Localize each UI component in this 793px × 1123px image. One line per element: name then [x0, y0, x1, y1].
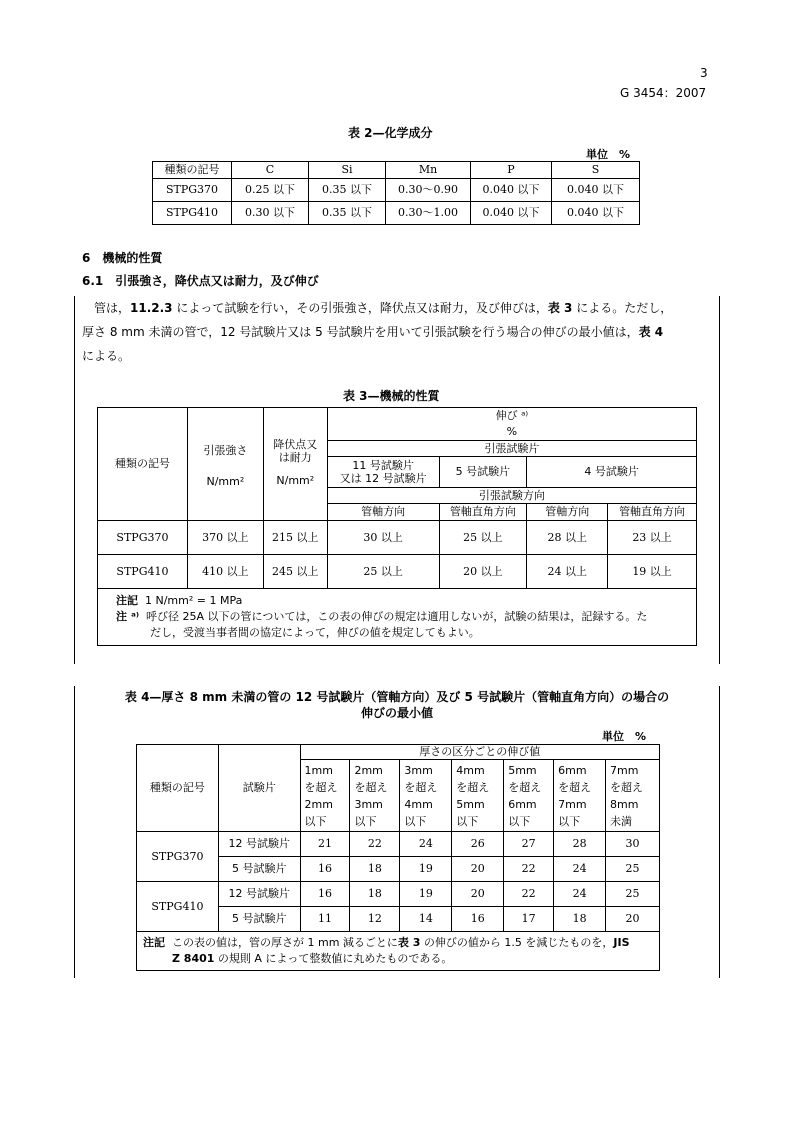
table3-cell: 25 以上 — [439, 521, 527, 555]
table4-header-specimen: 試験片 — [218, 745, 300, 832]
table4-cell: 18 — [350, 882, 400, 907]
table-row — [137, 882, 660, 907]
table3-header-yield — [263, 408, 327, 521]
table4-cell: 22 — [504, 857, 554, 882]
table4-specimen-cell: 5 号試験片 — [218, 857, 300, 882]
table4-cell: 19 — [400, 882, 452, 907]
revision-bar-left — [74, 686, 75, 978]
table4-title — [82, 689, 712, 721]
table4-cell: 22 — [504, 882, 554, 907]
table-ref: 表 3 — [547, 301, 573, 315]
table4-specimen-cell: 12 号試験片 — [218, 832, 300, 857]
table2-cell: 0.30～0.90 — [386, 179, 471, 202]
table2-cell: STPG370 — [153, 179, 232, 202]
table3-tensile-label: 引張強さ — [203, 444, 248, 457]
table4-cell: 19 — [400, 857, 452, 882]
table4-cell: 30 — [606, 832, 660, 857]
table2-unit: 単位 % — [586, 148, 631, 161]
table-row — [153, 202, 640, 225]
table4-notes — [137, 932, 660, 971]
revision-bar-right — [719, 296, 720, 664]
table3-cell: 215 以上 — [263, 521, 327, 555]
table4 — [136, 744, 660, 971]
table4-cell: 25 — [606, 857, 660, 882]
thickness-label: 5mm — [508, 763, 537, 777]
thickness-label: 5mm — [456, 797, 485, 811]
table3-cell: 410 以上 — [187, 555, 263, 589]
table3-dir: 管軸方向 — [527, 504, 608, 521]
thickness-label: を超え — [508, 780, 542, 794]
table3-header-type: 種類の記号 — [98, 408, 188, 521]
thickness-label: を超え — [610, 780, 644, 794]
table-row — [98, 521, 697, 555]
para-text: によって試験を行い，その引張強さ，降伏点又は耐力，及び伸びは， — [172, 301, 548, 315]
table4-header-type: 種類の記号 — [137, 745, 219, 832]
thickness-label: を超え — [404, 780, 438, 794]
thickness-label: を超え — [456, 780, 490, 794]
table4-cell: 26 — [452, 832, 504, 857]
table4-specimen-cell: 12 号試験片 — [218, 882, 300, 907]
table3-cell: 28 以上 — [527, 521, 608, 555]
table4-thickness-col — [504, 760, 554, 832]
table4-thickness-col — [554, 760, 606, 832]
table3-dir: 管軸直角方向 — [439, 504, 527, 521]
table4-cell: 17 — [504, 907, 554, 932]
standard-ref: Z 8401 — [172, 952, 215, 965]
table3-elongation-label: 伸び ᵃ⁾ — [495, 409, 529, 422]
thickness-label: 3mm — [404, 763, 433, 777]
table4-cell: 16 — [452, 907, 504, 932]
table-row — [98, 555, 697, 589]
table3-cell: 19 以上 — [608, 555, 697, 589]
thickness-label: を超え — [354, 780, 388, 794]
note-text: の規則 A によって整数値に丸めたものである。 — [214, 952, 453, 965]
table3-tensile-test-piece: 引張試験片 — [327, 441, 696, 457]
table2-header-type: 種類の記号 — [153, 162, 232, 179]
table4-type-cell: STPG410 — [137, 882, 219, 932]
table3-yield-label: は耐力 — [278, 451, 312, 465]
table3-cell: 23 以上 — [608, 521, 697, 555]
clause-ref: 11.2.3 — [130, 301, 173, 315]
table3-tensile-unit: N/mm² — [206, 475, 245, 489]
para-text: 管は， — [94, 301, 131, 315]
table3-cell: 20 以上 — [439, 555, 527, 589]
table-row — [153, 179, 640, 202]
table3-cell: STPG410 — [98, 555, 188, 589]
thickness-label: 2mm — [354, 763, 383, 777]
table3-yield-unit: N/mm² — [276, 474, 315, 488]
revision-bar-right — [719, 686, 720, 978]
thickness-label: 以下 — [456, 814, 479, 828]
table4-thickness-col — [452, 760, 504, 832]
table3-elongation — [327, 408, 696, 441]
table4-cell: 12 — [350, 907, 400, 932]
table4-cell: 24 — [554, 857, 606, 882]
table4-title-line: 表 4—厚さ 8 mm 未満の管の 12 号試験片（管軸方向）及び 5 号試験片（管軸直角方向）の場合の — [124, 690, 670, 704]
thickness-label: 4mm — [456, 763, 485, 777]
table2-cell: 0.040 以下 — [552, 179, 640, 202]
table3-specimen-label: 又は 12 号試験片 — [339, 472, 427, 485]
thickness-label: 3mm — [354, 797, 383, 811]
table3-header-tensile — [187, 408, 263, 521]
table4-thickness-col — [400, 760, 452, 832]
thickness-label: 7mm — [610, 763, 639, 777]
para-text: による。ただし， — [572, 301, 673, 315]
table3 — [97, 407, 697, 646]
table3-elongation-unit: % — [506, 425, 518, 438]
table2-cell: 0.30～1.00 — [386, 202, 471, 225]
table2-cell: 0.35 以下 — [309, 202, 386, 225]
thickness-label: 以下 — [304, 814, 327, 828]
table-row — [137, 832, 660, 857]
page-number: 3 — [700, 66, 708, 80]
table-ref: 表 3 — [397, 936, 421, 949]
table2-cell: 0.040 以下 — [552, 202, 640, 225]
table4-cell: 21 — [300, 832, 350, 857]
thickness-label: 以下 — [354, 814, 377, 828]
thickness-label: 4mm — [404, 797, 433, 811]
table3-specimen-5: 5 号試験片 — [439, 457, 527, 488]
table4-cell: 24 — [554, 882, 606, 907]
table4-cell: 18 — [554, 907, 606, 932]
revision-bar-left — [74, 296, 75, 664]
thickness-label: 1mm — [304, 763, 333, 777]
section-6-1-heading: 6.1 引張強さ，降伏点又は耐力，及び伸び — [82, 274, 319, 288]
thickness-label: を超え — [304, 780, 338, 794]
thickness-label: 以下 — [558, 814, 581, 828]
note-text: この表の値は，管の厚さが 1 mm 減るごとに — [172, 936, 398, 949]
table3-cell: 24 以上 — [527, 555, 608, 589]
table4-title-line: 伸びの最小値 — [360, 706, 433, 720]
footnote-text: 呼び径 25A 以下の管については，この表の伸びの規定は適用しないが，試験の結果は，記録する。た — [146, 610, 648, 623]
thickness-label: 6mm — [558, 763, 587, 777]
table3-cell: 25 以上 — [327, 555, 439, 589]
table3-cell: 370 以上 — [187, 521, 263, 555]
table4-thickness-col — [606, 760, 660, 832]
table2-header-c: C — [232, 162, 309, 179]
table3-cell: 245 以上 — [263, 555, 327, 589]
table3-specimen-4: 4 号試験片 — [527, 457, 697, 488]
table2 — [152, 161, 640, 225]
table4-cell: 25 — [606, 882, 660, 907]
table4-cell: 20 — [452, 857, 504, 882]
table4-cell: 14 — [400, 907, 452, 932]
table4-thickness-col — [350, 760, 400, 832]
table3-cell: 30 以上 — [327, 521, 439, 555]
thickness-label: を超え — [558, 780, 592, 794]
table4-thickness-col — [300, 760, 350, 832]
table3-notes — [98, 589, 697, 646]
table3-dir: 管軸方向 — [327, 504, 439, 521]
table4-cell: 18 — [350, 857, 400, 882]
table2-header-si: Si — [309, 162, 386, 179]
table-ref: 表 4 — [638, 325, 664, 339]
table3-title: 表 3—機械的性質 — [343, 389, 440, 403]
table4-cell: 11 — [300, 907, 350, 932]
table4-type-cell: STPG370 — [137, 832, 219, 882]
para-text: 厚さ 8 mm 未満の管で，12 号試験片又は 5 号試験片を用いて引張試験を行う場合の伸びの最小値は， — [82, 325, 639, 339]
note-label: 注記 — [116, 594, 138, 607]
table3-test-direction: 引張試験方向 — [327, 488, 696, 504]
paragraph-6-1 — [82, 296, 712, 368]
note-text: の伸びの値から 1.5 を減じたものを， — [420, 936, 614, 949]
table2-cell: STPG410 — [153, 202, 232, 225]
thickness-label: 7mm — [558, 797, 587, 811]
table4-cell: 20 — [606, 907, 660, 932]
thickness-label: 以下 — [508, 814, 531, 828]
table3-dir: 管軸直角方向 — [608, 504, 697, 521]
table3-specimen-label: 11 号試験片 — [352, 458, 414, 472]
table2-header-s: S — [552, 162, 640, 179]
table4-unit: 単位 % — [602, 730, 647, 743]
table4-cell: 20 — [452, 882, 504, 907]
section-6-heading: 6 機械的性質 — [82, 251, 163, 265]
note-label: 注記 — [143, 936, 165, 949]
standard-number: G 3454：2007 — [620, 86, 707, 100]
table2-header-p: P — [471, 162, 552, 179]
thickness-label: 6mm — [508, 797, 537, 811]
table4-cell: 28 — [554, 832, 606, 857]
table2-cell: 0.040 以下 — [471, 179, 552, 202]
standard-ref: JIS — [613, 936, 630, 949]
table4-cell: 27 — [504, 832, 554, 857]
para-text: による。 — [82, 349, 131, 363]
table2-cell: 0.35 以下 — [309, 179, 386, 202]
table2-cell: 0.25 以下 — [232, 179, 309, 202]
table4-specimen-cell: 5 号試験片 — [218, 907, 300, 932]
table3-yield-label: 降伏点又 — [273, 438, 318, 451]
table3-cell: STPG370 — [98, 521, 188, 555]
table2-title: 表 2—化学成分 — [348, 126, 433, 140]
thickness-label: 未満 — [610, 814, 633, 828]
table4-cell: 22 — [350, 832, 400, 857]
table2-cell: 0.040 以下 — [471, 202, 552, 225]
table4-thickness-header: 厚さの区分ごとの伸び値 — [300, 745, 659, 760]
footnote-label: 注 ᵃ⁾ — [116, 610, 140, 623]
thickness-label: 以下 — [404, 814, 427, 828]
thickness-label: 2mm — [304, 797, 333, 811]
table4-cell: 24 — [400, 832, 452, 857]
footnote-text: だし，受渡当事者間の協定によって，伸びの値を規定してもよい。 — [150, 626, 480, 639]
thickness-label: 8mm — [610, 797, 639, 811]
table3-specimen-11 — [327, 457, 439, 488]
table2-cell: 0.30 以下 — [232, 202, 309, 225]
table2-header-mn: Mn — [386, 162, 471, 179]
table4-cell: 16 — [300, 857, 350, 882]
note-text: 1 N/mm² = 1 MPa — [145, 594, 243, 607]
table4-cell: 16 — [300, 882, 350, 907]
